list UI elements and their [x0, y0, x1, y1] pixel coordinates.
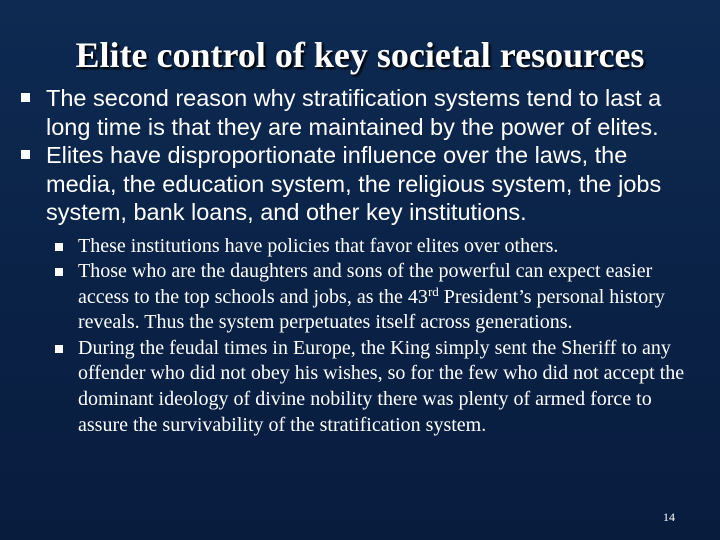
bullet-item	[0, 141, 720, 227]
slide-title: Elite control of key societal resources	[75, 35, 645, 75]
sub-bullet-text-end: President’s personal history reveals. Thus the system perpetuates itself across generations.	[78, 285, 665, 334]
bullet-list	[0, 84, 720, 438]
bullet-item	[0, 84, 720, 141]
square-bullet-icon	[55, 243, 63, 251]
square-bullet-icon	[55, 345, 63, 353]
ordinal-suffix: rd	[427, 283, 439, 299]
sub-bullet-list	[0, 234, 720, 439]
square-bullet-icon	[55, 268, 63, 276]
sub-bullet-text	[78, 260, 665, 333]
square-bullet-icon	[21, 150, 30, 159]
square-bullet-icon	[21, 93, 30, 102]
sub-bullet-item	[0, 336, 720, 438]
sub-bullet-item	[0, 259, 720, 336]
sub-bullet-text-start: Those who are the daughters and sons of the powerful can expect easier access to the top schools and jobs, as the 43	[78, 260, 653, 308]
bullet-text: The second reason why stratification systems tend to last a long time is that they are maintained by the power of elites.	[46, 85, 662, 140]
sub-bullet-item	[0, 234, 720, 260]
slide-number: 14	[663, 510, 675, 524]
sub-bullet-text: These institutions have policies that favor elites over others.	[78, 234, 559, 257]
sub-bullet-text: During the feudal times in Europe, the King simply sent the Sheriff to any offender who did not obey his wishes, so for the few who did not accept the dominant ideology of divine nobility there was plenty of armed force to assure the survivability of the stratification system.	[78, 336, 685, 436]
bullet-text: Elites have disproportionate influence over the laws, the media, the education system, the religious system, the jobs system, bank loans, and other key institutions.	[46, 142, 662, 225]
